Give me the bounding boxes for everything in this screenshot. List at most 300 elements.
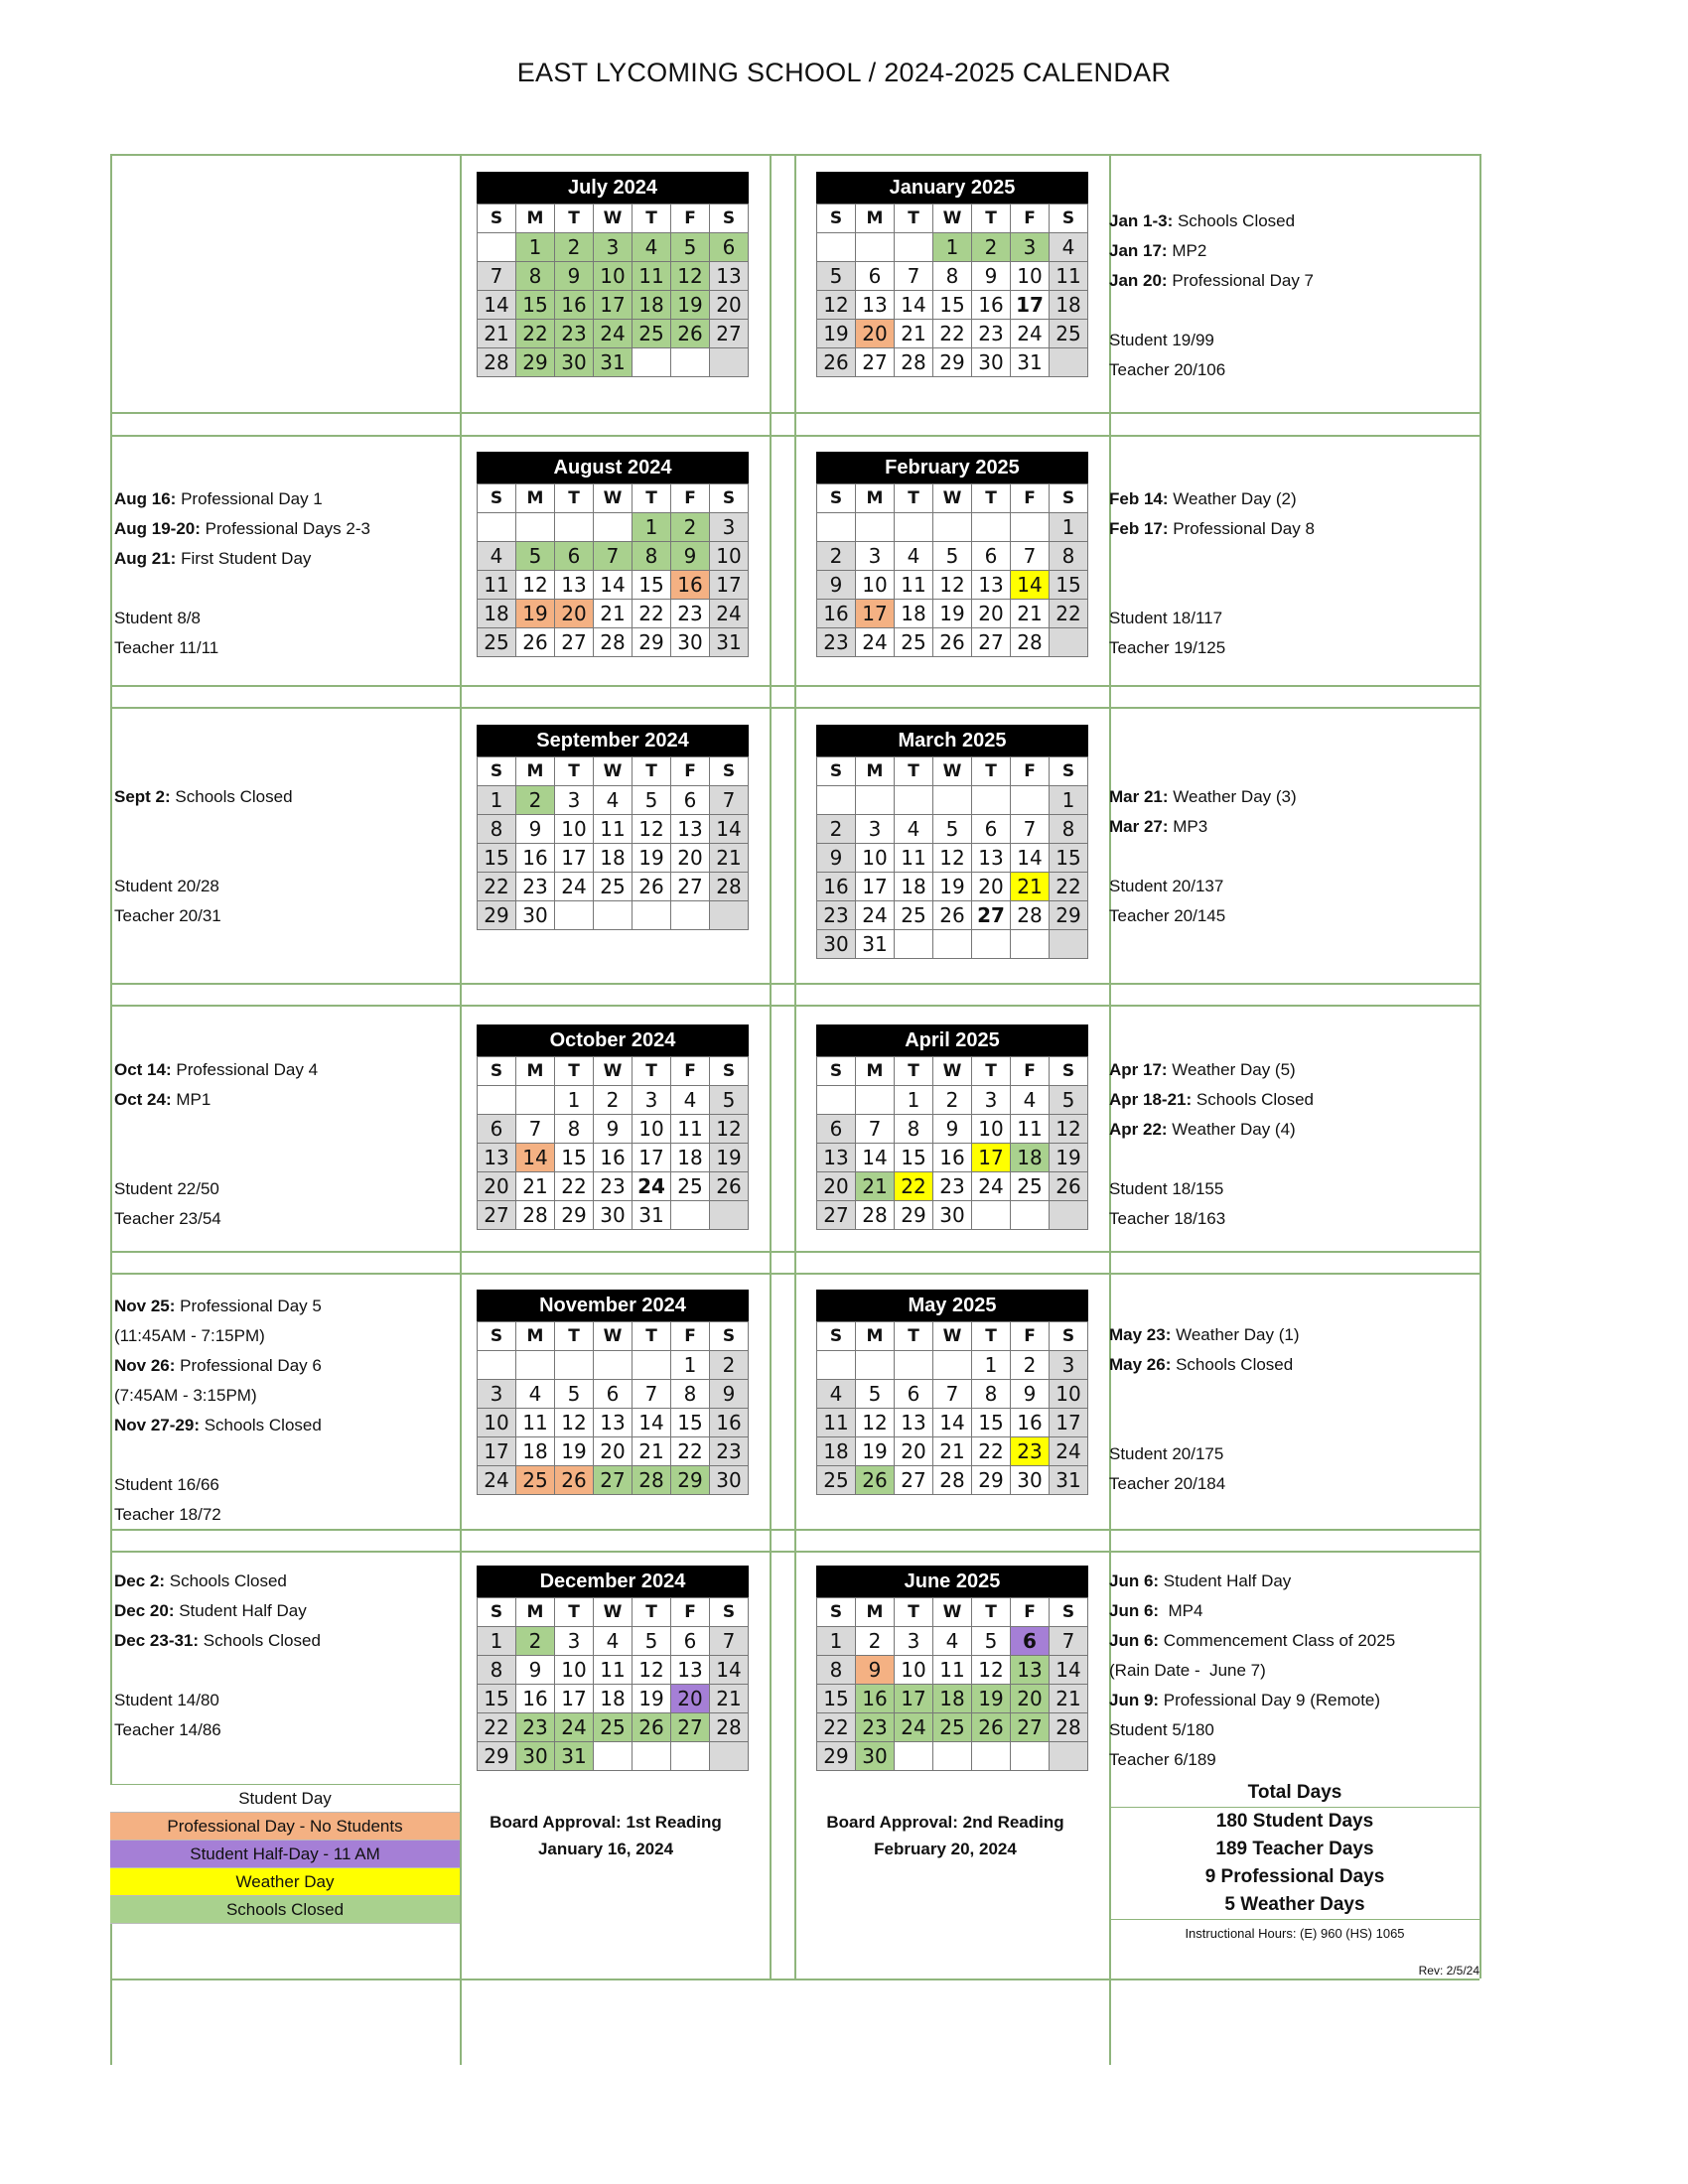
day-cell: 13 (555, 571, 594, 600)
day-cell: 5 (817, 262, 856, 291)
day-cell: 10 (1011, 262, 1050, 291)
day-cell: 12 (972, 1656, 1011, 1685)
day-cell: 30 (516, 1742, 555, 1771)
day-of-week-header: T (895, 205, 933, 233)
day-cell: 29 (671, 1466, 710, 1495)
note-text: MP2 (1167, 241, 1207, 260)
day-cell: 14 (933, 1409, 972, 1437)
note-text: Weather Day (3) (1168, 787, 1297, 806)
day-cell: 4 (1011, 1086, 1050, 1115)
day-cell: 30 (710, 1466, 749, 1495)
note-text: Professional Day 7 (1167, 271, 1314, 290)
day-of-week-header: M (516, 1322, 555, 1351)
board-approval-1 (467, 1809, 745, 1862)
note-date-label: May 26: (1109, 1355, 1172, 1374)
day-cell: 16 (972, 291, 1011, 320)
day-cell: 30 (516, 901, 555, 930)
day-cell: 24 (895, 1713, 933, 1742)
day-cell: 9 (516, 815, 555, 844)
day-of-week-header: W (594, 1057, 633, 1086)
day-of-week-header: T (895, 484, 933, 513)
day-of-week-header: F (1011, 205, 1050, 233)
day-cell: 27 (856, 348, 895, 377)
calendar-may (816, 1290, 1088, 1495)
day-of-week-header: F (1011, 1322, 1050, 1351)
note-text: MP1 (171, 1090, 211, 1109)
note-date-label: Jan 1-3: (1109, 211, 1174, 230)
day-of-week-header: T (633, 205, 671, 233)
note-line (1109, 782, 1297, 812)
note-line (114, 1686, 321, 1715)
day-of-week-header: F (671, 1057, 710, 1086)
day-of-week-header: W (933, 1322, 972, 1351)
day-cell: 22 (633, 600, 671, 628)
day-of-week-header: T (895, 1598, 933, 1627)
note-line (1109, 604, 1315, 633)
day-cell: 19 (633, 844, 671, 873)
day-of-week-header: S (478, 1598, 516, 1627)
note-line (1109, 1174, 1314, 1204)
day-cell: 9 (710, 1380, 749, 1409)
day-cell: 21 (933, 1437, 972, 1466)
day-cell: 15 (633, 571, 671, 600)
day-cell: 8 (516, 262, 555, 291)
day-cell: 24 (856, 628, 895, 657)
note-line (1109, 355, 1314, 385)
day-cell: 11 (478, 571, 516, 600)
day-cell: 11 (1050, 262, 1088, 291)
day-cell: 26 (633, 873, 671, 901)
day-cell: 24 (972, 1172, 1011, 1201)
empty-day-cell (933, 1351, 972, 1380)
day-cell: 2 (671, 513, 710, 542)
empty-day-cell (516, 1351, 555, 1380)
empty-day-cell (895, 1742, 933, 1771)
note-date-label: Aug 21: (114, 549, 177, 568)
day-of-week-header: W (594, 484, 633, 513)
month-grid-nov (477, 1321, 749, 1495)
day-cell: 2 (594, 1086, 633, 1115)
day-cell: 29 (972, 1466, 1011, 1495)
day-cell: 12 (633, 1656, 671, 1685)
note-text: Teacher 20/31 (114, 906, 221, 925)
day-cell: 18 (895, 600, 933, 628)
notes-mar (1109, 782, 1297, 931)
board-approval-1-line2: January 16, 2024 (537, 1840, 674, 1858)
day-cell: 9 (516, 1656, 555, 1685)
note-line (1109, 1745, 1395, 1775)
day-cell: 11 (594, 1656, 633, 1685)
note-line (114, 1381, 322, 1411)
note-text: Schools Closed (170, 787, 293, 806)
day-cell: 20 (972, 873, 1011, 901)
day-of-week-header: S (817, 205, 856, 233)
day-cell: 13 (972, 844, 1011, 873)
day-cell: 23 (972, 320, 1011, 348)
day-cell: 13 (972, 571, 1011, 600)
day-cell: 18 (594, 844, 633, 873)
day-cell: 4 (516, 1380, 555, 1409)
page-title: EAST LYCOMING SCHOOL / 2024-2025 CALENDAR (516, 58, 1172, 87)
day-cell: 23 (516, 873, 555, 901)
totals-teacher: 189 Teacher Days (1215, 1839, 1374, 1859)
note-text: Weather Day (1) (1171, 1325, 1300, 1344)
day-of-week-header: M (856, 205, 895, 233)
day-of-week-header: T (555, 205, 594, 233)
empty-day-cell (972, 1201, 1011, 1230)
day-cell: 18 (516, 1437, 555, 1466)
day-cell: 17 (633, 1144, 671, 1172)
note-line (1109, 1686, 1395, 1715)
day-cell: 3 (1050, 1351, 1088, 1380)
empty-day-cell (555, 901, 594, 930)
totals-header: Total Days (1110, 1779, 1479, 1808)
day-cell: 23 (1011, 1437, 1050, 1466)
day-cell: 3 (856, 815, 895, 844)
day-cell: 6 (671, 1627, 710, 1656)
month-grid-mar (816, 756, 1088, 959)
note-text: Teacher 20/106 (1109, 360, 1226, 379)
day-cell: 30 (671, 628, 710, 657)
day-of-week-header: S (817, 1598, 856, 1627)
day-of-week-header: F (1011, 1057, 1050, 1086)
day-cell: 17 (856, 600, 895, 628)
day-cell: 9 (817, 571, 856, 600)
note-text: Student 16/66 (114, 1475, 219, 1494)
day-cell: 9 (671, 542, 710, 571)
day-cell: 26 (710, 1172, 749, 1201)
day-cell: 25 (933, 1713, 972, 1742)
day-cell: 24 (710, 600, 749, 628)
day-cell: 9 (933, 1115, 972, 1144)
day-cell: 4 (895, 815, 933, 844)
day-cell: 23 (594, 1172, 633, 1201)
day-cell: 8 (972, 1380, 1011, 1409)
note-text: MP3 (1168, 817, 1208, 836)
calendar-jan (816, 172, 1088, 377)
day-of-week-header: M (856, 1057, 895, 1086)
day-cell: 11 (594, 815, 633, 844)
day-cell: 8 (895, 1115, 933, 1144)
note-line (114, 1715, 321, 1745)
note-text: Professional Day 6 (175, 1356, 322, 1375)
day-cell: 21 (1011, 600, 1050, 628)
day-cell: 8 (555, 1115, 594, 1144)
month-grid-jan (816, 204, 1088, 377)
calendar-mar (816, 725, 1088, 959)
day-cell: 20 (555, 600, 594, 628)
day-cell: 24 (633, 1172, 671, 1201)
day-cell: 21 (633, 1437, 671, 1466)
day-cell: 4 (594, 1627, 633, 1656)
day-cell: 10 (856, 571, 895, 600)
day-cell: 28 (1050, 1713, 1088, 1742)
day-cell: 8 (817, 1656, 856, 1685)
note-text: Weather Day (4) (1167, 1120, 1296, 1139)
instructional-hours: Instructional Hours: (E) 960 (HS) 1065 (1185, 1926, 1405, 1941)
empty-day-cell (633, 1351, 671, 1380)
day-of-week-header: F (671, 1322, 710, 1351)
day-of-week-header: T (633, 1057, 671, 1086)
note-text: Student 18/117 (1109, 609, 1223, 627)
day-of-week-header: M (856, 1598, 895, 1627)
note-line (114, 544, 370, 574)
note-spacer (1109, 1145, 1314, 1174)
notes-feb (1109, 484, 1315, 663)
notes-aug (114, 484, 370, 663)
grid-vline (794, 154, 796, 1979)
empty-day-cell (856, 233, 895, 262)
note-date-label: Nov 27-29: (114, 1416, 200, 1434)
empty-day-cell (1050, 348, 1088, 377)
day-cell: 5 (933, 542, 972, 571)
day-cell: 2 (516, 1627, 555, 1656)
day-cell: 28 (633, 1466, 671, 1495)
day-cell: 1 (817, 1627, 856, 1656)
day-cell: 18 (671, 1144, 710, 1172)
day-cell: 6 (555, 542, 594, 571)
month-grid-aug (477, 483, 749, 657)
day-cell: 16 (516, 844, 555, 873)
day-of-week-header: S (478, 484, 516, 513)
day-cell: 21 (1011, 873, 1050, 901)
day-cell: 5 (1050, 1086, 1088, 1115)
day-of-week-header: W (933, 484, 972, 513)
day-of-week-header: S (1050, 757, 1088, 786)
month-grid-sep (477, 756, 749, 930)
day-cell: 7 (594, 542, 633, 571)
day-of-week-header: F (1011, 484, 1050, 513)
note-line (1109, 206, 1314, 236)
day-cell: 8 (633, 542, 671, 571)
note-date-label: Apr 18-21: (1109, 1090, 1193, 1109)
day-cell: 24 (1050, 1437, 1088, 1466)
day-cell: 11 (516, 1409, 555, 1437)
day-cell: 8 (933, 262, 972, 291)
month-title-jun: June 2025 (816, 1566, 1088, 1597)
calendar-aug (477, 452, 749, 657)
day-cell: 14 (594, 571, 633, 600)
empty-day-cell (817, 233, 856, 262)
day-of-week-header: W (594, 1322, 633, 1351)
day-cell: 18 (895, 873, 933, 901)
day-cell: 6 (671, 786, 710, 815)
day-cell: 27 (1011, 1713, 1050, 1742)
empty-day-cell (594, 1742, 633, 1771)
month-title-apr: April 2025 (816, 1024, 1088, 1056)
day-of-week-header: S (710, 757, 749, 786)
note-text: (Rain Date - June 7) (1109, 1661, 1266, 1680)
note-line (114, 872, 293, 901)
day-cell: 31 (856, 930, 895, 959)
day-of-week-header: F (671, 205, 710, 233)
note-line (1109, 266, 1314, 296)
note-line (114, 484, 370, 514)
day-cell: 7 (856, 1115, 895, 1144)
month-title-dec: December 2024 (477, 1566, 749, 1597)
note-text: Weather Day (2) (1168, 489, 1297, 508)
day-cell: 4 (817, 1380, 856, 1409)
day-cell: 28 (1011, 901, 1050, 930)
day-cell: 15 (933, 291, 972, 320)
day-cell: 18 (478, 600, 516, 628)
day-cell: 25 (516, 1466, 555, 1495)
empty-day-cell (633, 1742, 671, 1771)
notes-jan (1109, 206, 1314, 385)
day-cell: 11 (817, 1409, 856, 1437)
day-cell: 19 (633, 1685, 671, 1713)
day-cell: 30 (555, 348, 594, 377)
day-of-week-header: M (516, 757, 555, 786)
day-cell: 25 (1011, 1172, 1050, 1201)
day-cell: 2 (516, 786, 555, 815)
revision-date: Rev: 2/5/24 (1418, 1964, 1479, 1978)
day-cell: 14 (710, 815, 749, 844)
calendar-dec (477, 1566, 749, 1771)
grid-vline (770, 154, 772, 1979)
day-cell: 25 (594, 873, 633, 901)
calendar-jul (477, 172, 749, 377)
note-date-label: Oct 24: (114, 1090, 172, 1109)
day-cell: 13 (478, 1144, 516, 1172)
day-of-week-header: S (710, 1322, 749, 1351)
day-cell: 17 (856, 873, 895, 901)
calendar-oct (477, 1024, 749, 1230)
day-cell: 23 (710, 1437, 749, 1466)
day-cell: 5 (972, 1627, 1011, 1656)
empty-day-cell (972, 513, 1011, 542)
day-of-week-header: S (710, 1057, 749, 1086)
day-cell: 14 (516, 1144, 555, 1172)
empty-day-cell (633, 348, 671, 377)
empty-day-cell (933, 786, 972, 815)
note-line (1109, 901, 1297, 931)
note-spacer (1109, 1410, 1300, 1439)
note-spacer (1109, 842, 1297, 872)
day-cell: 25 (895, 901, 933, 930)
day-of-week-header: T (555, 484, 594, 513)
day-cell: 16 (817, 600, 856, 628)
note-line (114, 604, 370, 633)
day-cell: 21 (895, 320, 933, 348)
day-cell: 16 (856, 1685, 895, 1713)
note-line (1109, 1656, 1395, 1686)
day-cell: 10 (972, 1115, 1011, 1144)
note-spacer (114, 1115, 318, 1145)
day-cell: 20 (671, 1685, 710, 1713)
day-cell: 9 (817, 844, 856, 873)
empty-day-cell (671, 1742, 710, 1771)
grid-hline (110, 154, 1479, 156)
day-cell: 25 (594, 1713, 633, 1742)
note-text: Weather Day (5) (1167, 1060, 1296, 1079)
day-cell: 1 (972, 1351, 1011, 1380)
note-line (114, 1470, 322, 1500)
board-approval-1-line1: Board Approval: 1st Reading (490, 1813, 722, 1832)
day-cell: 29 (633, 628, 671, 657)
day-cell: 17 (1050, 1409, 1088, 1437)
note-text: Teacher 18/72 (114, 1505, 221, 1524)
note-line (1109, 1596, 1395, 1626)
day-of-week-header: T (633, 1598, 671, 1627)
day-cell: 23 (817, 901, 856, 930)
grid-hline (110, 1551, 1479, 1553)
day-of-week-header: S (817, 1322, 856, 1351)
day-cell: 8 (478, 815, 516, 844)
note-text: Professional Day 4 (171, 1060, 319, 1079)
day-cell: 13 (671, 815, 710, 844)
day-cell: 30 (594, 1201, 633, 1230)
day-cell: 20 (478, 1172, 516, 1201)
notes-apr (1109, 1055, 1314, 1234)
grid-hline (110, 983, 1479, 985)
note-text: Teacher 23/54 (114, 1209, 221, 1228)
note-date-label: Dec 20: (114, 1601, 175, 1620)
month-title-aug: August 2024 (477, 452, 749, 483)
day-cell: 1 (555, 1086, 594, 1115)
day-cell: 21 (710, 1685, 749, 1713)
day-cell: 16 (817, 873, 856, 901)
note-text: Student 19/99 (1109, 331, 1214, 349)
day-cell: 27 (594, 1466, 633, 1495)
day-cell: 12 (671, 262, 710, 291)
month-grid-jul (477, 204, 749, 377)
day-cell: 3 (478, 1380, 516, 1409)
empty-day-cell (516, 1086, 555, 1115)
calendar-sep (477, 725, 749, 930)
empty-day-cell (516, 513, 555, 542)
note-text: Student Half Day (174, 1601, 307, 1620)
day-cell: 6 (478, 1115, 516, 1144)
note-date-label: Nov 25: (114, 1297, 176, 1315)
day-cell: 10 (633, 1115, 671, 1144)
day-cell: 13 (671, 1656, 710, 1685)
empty-day-cell (671, 1201, 710, 1230)
day-cell: 19 (933, 873, 972, 901)
calendar-feb (816, 452, 1088, 657)
note-date-label: Feb 14: (1109, 489, 1169, 508)
note-date-label: Jun 6: (1109, 1631, 1160, 1650)
day-cell: 6 (972, 542, 1011, 571)
day-of-week-header: T (895, 1322, 933, 1351)
empty-day-cell (1050, 1742, 1088, 1771)
empty-day-cell (478, 1086, 516, 1115)
day-cell: 12 (516, 571, 555, 600)
empty-day-cell (633, 901, 671, 930)
day-of-week-header: S (817, 757, 856, 786)
day-of-week-header: S (1050, 1057, 1088, 1086)
day-cell: 22 (671, 1437, 710, 1466)
day-cell: 19 (856, 1437, 895, 1466)
month-title-may: May 2025 (816, 1290, 1088, 1321)
day-cell: 22 (817, 1713, 856, 1742)
day-cell: 10 (478, 1409, 516, 1437)
grid-hline (110, 435, 1479, 437)
day-cell: 14 (633, 1409, 671, 1437)
day-cell: 10 (1050, 1380, 1088, 1409)
day-cell: 1 (895, 1086, 933, 1115)
empty-day-cell (895, 930, 933, 959)
note-date-label: Dec 2: (114, 1571, 166, 1590)
calendar-apr (816, 1024, 1088, 1230)
note-text: Teacher 19/125 (1109, 638, 1226, 657)
empty-day-cell (933, 930, 972, 959)
note-text: First Student Day (176, 549, 312, 568)
day-cell: 3 (1011, 233, 1050, 262)
day-cell: 27 (895, 1466, 933, 1495)
day-cell: 1 (933, 233, 972, 262)
day-cell: 6 (895, 1380, 933, 1409)
